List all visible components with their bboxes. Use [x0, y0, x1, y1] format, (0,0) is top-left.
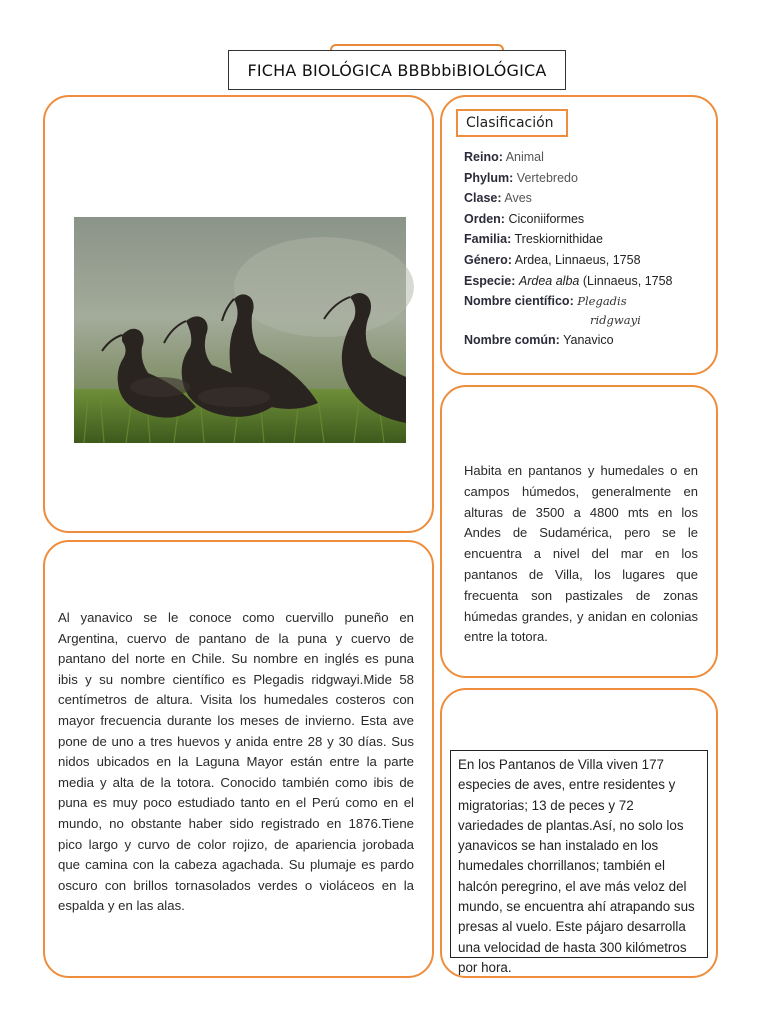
description-card: [43, 540, 434, 978]
reino-value: Animal: [505, 150, 544, 164]
habitat-card: [440, 385, 718, 678]
row-especie: [464, 271, 706, 292]
familia-key: Familia:: [464, 232, 512, 247]
cientifico-value-2: ridgwayi: [590, 312, 641, 327]
row-clase: [464, 188, 706, 209]
description-text: Al yanavico se le conoce como cuervillo puneño en Argentina, cuervo de pantano de la puna y cuervo de pantano del norte en Chile. Su nombre en inglés es puna ibis y su nombre científico es Plegadis ridgwayi.Mide 58 centímetros de altura. Visita los humedales costeros con mayor frecuencia durante los meses de invierno. Esta ave pone de uno a tres huevos y anida entre 28 y 30 días. Sus nidos ubicados en la Laguna Mayor están entre la parte media y alta de la totora. Conocido también como ibis de puna es muy poco estudiado tanto en el Perú como en el mundo, no obstante haber sido registrado en 1876.Tiene pico largo y curvo de color rojizo, de apariencia jorobada que camina con la cabeza agachada. Su plumaje es pardo oscuro con brillos tornasolados verdes o violáceos en la espalda y en las alas.: [58, 610, 414, 914]
phylum-key: Phylum:: [464, 170, 514, 185]
row-reino: [464, 147, 706, 168]
comun-key: Nombre común:: [464, 333, 560, 348]
row-orden: [464, 209, 706, 230]
especie-value-italic: Ardea alba: [518, 273, 580, 288]
row-familia: [464, 229, 706, 250]
orden-value: Ciconiiformes: [508, 211, 585, 226]
classification-list: [464, 147, 706, 351]
familia-value: Treskiornithidae: [514, 232, 603, 247]
reino-key: Reino:: [464, 150, 503, 164]
classification-heading: Clasificación: [456, 109, 568, 137]
row-genero: [464, 250, 706, 271]
row-phylum: [464, 168, 706, 189]
phylum-value: Vertebredo: [516, 170, 578, 185]
photo-card: [43, 95, 434, 533]
villa-card: [440, 688, 718, 978]
comun-value: Yanavico: [563, 333, 614, 348]
clase-key: Clase:: [464, 191, 502, 206]
habitat-text: Habita en pantanos y humedales o en campos húmedos, generalmente en alturas de 3500 a 4800 mts en los Andes de Sudamérica, pero se le encuentra a nivel del mar en los pantanos de Villa, los lugares que frecuenta son pastizales de zonas húmedas grandes, y anidan en colonias entre la totora.: [464, 463, 698, 645]
cientifico-key: Nombre científico:: [464, 294, 574, 309]
classification-card: [440, 95, 718, 375]
row-cientifico: [464, 291, 706, 330]
genero-value: Ardea, Linnaeus, 1758: [514, 252, 641, 267]
villa-text: En los Pantanos de Villa viven 177 especies de aves, entre residentes y migratorias; 13 de peces y 72 variedades de plantas.Así, no solo los yanavicos se han instalado en los humedales chorrillanos; también el halcón peregrino, el ave más veloz del mundo, se encuentra ahí atrapando sus presas al vuelo. Este pájaro desarrolla una velocidad de hasta 300 kilómetros por hora.: [450, 750, 708, 958]
especie-value-rest: (Linnaeus, 1758: [579, 273, 673, 288]
cientifico-value-1: Plegadis: [577, 294, 627, 309]
clase-value: Aves: [504, 191, 532, 206]
row-comun: [464, 330, 706, 351]
ibis-photo: [74, 217, 406, 443]
genero-key: Género:: [464, 252, 512, 267]
page-title: FICHA BIOLÓGICA BBBbbiBIOLÓGICA: [228, 50, 566, 90]
orden-key: Orden:: [464, 211, 505, 226]
especie-key: Especie:: [464, 273, 516, 288]
